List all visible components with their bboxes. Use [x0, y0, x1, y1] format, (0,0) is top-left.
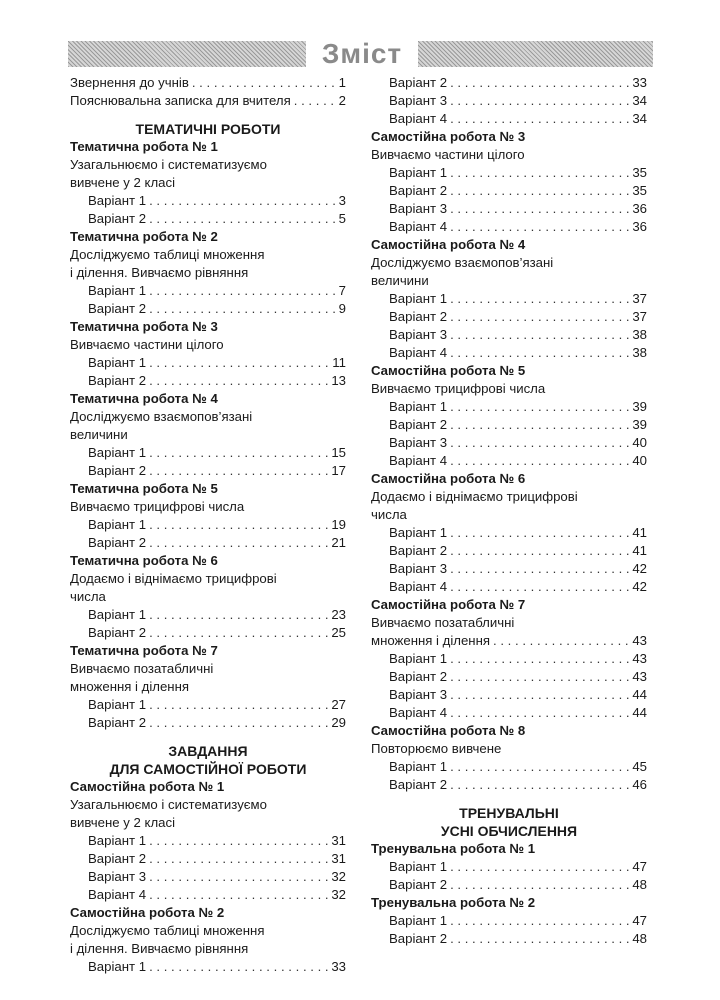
toc-variant-row[interactable] — [371, 218, 647, 236]
toc-entry-label: Варіант 3 — [389, 201, 448, 216]
toc-page-number: 25 — [331, 625, 346, 640]
work-subtitle: Досліджуємо взаємопов’язані — [70, 409, 253, 424]
dot-leader — [447, 344, 629, 362]
toc-page-number: 19 — [331, 517, 346, 532]
work-subtitle: числа — [70, 589, 106, 604]
dot-leader — [447, 858, 629, 876]
toc-variant-row[interactable] — [371, 686, 647, 704]
dot-leader — [146, 210, 336, 228]
work-heading[interactable]: Тематична робота № 6 — [70, 553, 218, 568]
toc-entry-label: Варіант 1 — [389, 291, 448, 306]
dot-leader — [146, 958, 328, 976]
toc-page-number: 46 — [632, 777, 647, 792]
toc-page-number: 27 — [331, 697, 346, 712]
work-heading[interactable]: Тематична робота № 1 — [70, 139, 218, 154]
work-heading[interactable]: Самостійна робота № 3 — [371, 129, 526, 144]
toc-page-number: 47 — [632, 859, 647, 874]
toc-variant-row[interactable] — [371, 776, 647, 794]
dot-leader — [447, 182, 629, 200]
work-heading[interactable]: Тренувальна робота № 1 — [371, 841, 536, 856]
dot-leader — [447, 218, 629, 236]
work-heading[interactable]: Тренувальна робота № 2 — [371, 895, 536, 910]
toc-page-number: 37 — [632, 291, 647, 306]
dot-leader — [447, 110, 629, 128]
toc-variant-row[interactable] — [70, 624, 346, 642]
toc-entry-label: Варіант 1 — [389, 913, 448, 928]
dot-leader — [447, 578, 629, 596]
work-subtitle: і ділення. Вивчаємо рівняння — [70, 941, 249, 956]
work-subtitle: Вивчаємо позатабличні — [70, 661, 214, 676]
toc-page-number: 37 — [632, 309, 647, 324]
toc-entry-label: Варіант 4 — [389, 705, 448, 720]
toc-variant-row[interactable] — [371, 912, 647, 930]
toc-variant-row[interactable] — [371, 182, 647, 200]
toc-variant-row[interactable] — [70, 462, 346, 480]
work-heading[interactable]: Самостійна робота № 2 — [70, 905, 225, 920]
header-hatch-right — [418, 41, 653, 67]
toc-variant-row[interactable] — [371, 110, 647, 128]
work-heading[interactable]: Тематична робота № 4 — [70, 391, 218, 406]
toc-page-number: 32 — [331, 869, 346, 884]
work-heading[interactable]: Тематична робота № 3 — [70, 319, 218, 334]
work-subtitle: величини — [70, 427, 128, 442]
toc-entry-label: Варіант 2 — [389, 543, 448, 558]
toc-variant-row[interactable] — [70, 300, 346, 318]
dot-leader — [146, 372, 328, 390]
toc-entry-label: Варіант 2 — [389, 183, 448, 198]
dot-leader — [146, 624, 328, 642]
toc-page-number: 48 — [632, 877, 647, 892]
toc-entry-label: Варіант 1 — [389, 859, 448, 874]
toc-page-number: 29 — [331, 715, 346, 730]
work-subtitle: Вивчаємо частини цілого — [70, 337, 224, 352]
work-subtitle: Досліджуємо таблиці множення — [70, 247, 265, 262]
spacer — [70, 110, 346, 120]
dot-leader — [447, 416, 629, 434]
toc-entry-label: Варіант 3 — [389, 435, 448, 450]
toc-entry-label: Варіант 4 — [389, 345, 448, 360]
toc-entry-label: Варіант 3 — [88, 869, 147, 884]
dot-leader — [447, 74, 629, 92]
toc-variant-row[interactable] — [70, 606, 346, 624]
toc-entry-label: Варіант 3 — [389, 561, 448, 576]
toc-variant-row[interactable] — [70, 444, 346, 462]
toc-variant-row[interactable] — [371, 758, 647, 776]
work-subtitle: Додаємо і віднімаємо трицифрові — [371, 489, 578, 504]
dot-leader — [146, 850, 328, 868]
toc-variant-row[interactable] — [70, 850, 346, 868]
work-heading[interactable]: Тематична робота № 7 — [70, 643, 218, 658]
toc-entry-label: Варіант 2 — [389, 777, 448, 792]
dot-leader — [447, 668, 629, 686]
toc-variant-row[interactable] — [371, 560, 647, 578]
toc-page-number: 33 — [632, 75, 647, 90]
toc-variant-row[interactable] — [371, 434, 647, 452]
dot-leader — [447, 308, 629, 326]
dot-leader — [447, 164, 629, 182]
toc-page-number: 5 — [338, 211, 346, 226]
dot-leader — [146, 696, 328, 714]
toc-entry-label: Варіант 2 — [88, 373, 147, 388]
toc-entry-label: Варіант 3 — [389, 327, 448, 342]
dot-leader — [490, 632, 629, 650]
toc-page-number: 35 — [632, 165, 647, 180]
dot-leader — [146, 714, 328, 732]
toc-entry-label: Варіант 1 — [389, 165, 448, 180]
toc-variant-row[interactable] — [70, 210, 346, 228]
toc-variant-row[interactable] — [70, 372, 346, 390]
toc-page-number: 39 — [632, 417, 647, 432]
toc-variant-row[interactable] — [371, 290, 647, 308]
dot-leader — [447, 524, 629, 542]
dot-leader — [146, 516, 328, 534]
toc-variant-row[interactable] — [371, 344, 647, 362]
dot-leader — [291, 92, 336, 110]
toc-entry-label: Варіант 2 — [389, 931, 448, 946]
toc-page-number: 38 — [632, 345, 647, 360]
dot-leader — [447, 912, 629, 930]
toc-entry-label: Варіант 2 — [88, 851, 147, 866]
work-heading[interactable]: Самостійна робота № 8 — [371, 723, 526, 738]
toc-entry-label: Варіант 1 — [88, 283, 147, 298]
section-heading: УСНІ ОБЧИСЛЕННЯ — [440, 823, 578, 839]
dot-leader — [447, 686, 629, 704]
toc-variant-row[interactable] — [371, 668, 647, 686]
dot-leader — [447, 200, 629, 218]
work-heading[interactable]: Тематична робота № 2 — [70, 229, 218, 244]
toc-entry-label: Пояснювальна записка для вчителя — [70, 93, 291, 108]
toc-page-number: 2 — [338, 93, 346, 108]
work-subtitle: Додаємо і віднімаємо трицифрові — [70, 571, 277, 586]
toc-entry-label: Варіант 2 — [389, 417, 448, 432]
page-title: Зміст — [321, 38, 403, 69]
dot-leader — [447, 452, 629, 470]
dot-leader — [146, 444, 328, 462]
toc-page-number: 21 — [331, 535, 346, 550]
toc-variant-row[interactable] — [70, 958, 346, 976]
toc-variant-row[interactable] — [371, 704, 647, 722]
toc-variant-row[interactable] — [70, 868, 346, 886]
toc-page-number: 36 — [632, 201, 647, 216]
work-subtitle: вивчене у 2 класі — [70, 175, 175, 190]
toc-page-number: 41 — [632, 543, 647, 558]
toc-page-number: 40 — [632, 435, 647, 450]
toc-entry-label: Варіант 2 — [88, 463, 147, 478]
toc-entry-label: Варіант 3 — [389, 93, 448, 108]
section-heading: ТРЕНУВАЛЬНІ — [459, 805, 559, 821]
toc-entry-label: Варіант 1 — [88, 193, 147, 208]
toc-page-number: 1 — [338, 75, 346, 90]
work-heading[interactable]: Самостійна робота № 1 — [70, 779, 225, 794]
dot-leader — [447, 542, 629, 560]
toc-page-number: 9 — [338, 301, 346, 316]
work-subtitle: Вивчаємо частини цілого — [371, 147, 525, 162]
toc-entry-label: Варіант 1 — [389, 525, 448, 540]
toc-variant-row[interactable] — [371, 650, 647, 668]
toc-entry-label: Варіант 4 — [389, 219, 448, 234]
toc-variant-row[interactable] — [70, 192, 346, 210]
toc-entry-label: Варіант 4 — [88, 887, 147, 902]
toc-page-number: 40 — [632, 453, 647, 468]
dot-leader — [447, 876, 629, 894]
work-heading[interactable]: Самостійна робота № 4 — [371, 237, 526, 252]
dot-leader — [146, 192, 336, 210]
toc-entry-label: Варіант 1 — [88, 355, 147, 370]
toc-entry-label: Варіант 1 — [389, 399, 448, 414]
toc-page-number: 47 — [632, 913, 647, 928]
work-subtitle: Повторюємо вивчене — [371, 741, 502, 756]
toc-entry-label: Варіант 2 — [88, 211, 147, 226]
dot-leader — [447, 434, 629, 452]
toc-page-number: 43 — [632, 669, 647, 684]
work-heading[interactable]: Самостійна робота № 7 — [371, 597, 526, 612]
toc-entry-row[interactable] — [70, 92, 346, 110]
toc-page-number: 23 — [331, 607, 346, 622]
toc-page-number: 3 — [338, 193, 346, 208]
dot-leader — [447, 398, 629, 416]
dot-leader — [146, 354, 329, 372]
toc-variant-row[interactable] — [371, 200, 647, 218]
dot-leader — [447, 776, 629, 794]
dot-leader — [146, 868, 328, 886]
toc-entry-label: Варіант 2 — [88, 535, 147, 550]
toc-page-number: 44 — [632, 705, 647, 720]
work-subtitle: Досліджуємо таблиці множення — [70, 923, 265, 938]
dot-leader — [146, 534, 328, 552]
toc-variant-row[interactable] — [371, 308, 647, 326]
work-subtitle: вивчене у 2 класі — [70, 815, 175, 830]
toc-entry-label: Варіант 2 — [389, 877, 448, 892]
toc-page-number: 15 — [331, 445, 346, 460]
work-subtitle: Узагальнюємо і систематизуємо — [70, 157, 267, 172]
toc-page-number: 34 — [632, 93, 647, 108]
toc-page-number: 33 — [331, 959, 346, 974]
toc-entry-label: Варіант 1 — [88, 445, 147, 460]
toc-variant-row[interactable] — [371, 92, 647, 110]
toc-left-column — [70, 74, 346, 976]
toc-variant-row[interactable] — [371, 164, 647, 182]
toc-entry-row[interactable] — [371, 632, 647, 650]
toc-page-number: 7 — [338, 283, 346, 298]
toc-entry-label: Варіант 2 — [88, 301, 147, 316]
toc-entry-label: Варіант 1 — [88, 697, 147, 712]
toc-entry-label: Варіант 4 — [389, 579, 448, 594]
dot-leader — [447, 930, 629, 948]
work-subtitle: числа — [371, 507, 407, 522]
toc-entry-label: Варіант 3 — [389, 687, 448, 702]
toc-entry-label: Варіант 2 — [389, 669, 448, 684]
toc-variant-row[interactable] — [371, 452, 647, 470]
toc-variant-row[interactable] — [371, 326, 647, 344]
dot-leader — [146, 886, 328, 904]
work-subtitle: Вивчаємо трицифрові числа — [371, 381, 546, 396]
toc-variant-row[interactable] — [70, 714, 346, 732]
dot-leader — [146, 300, 336, 318]
toc-variant-row[interactable] — [371, 416, 647, 434]
toc-variant-row[interactable] — [70, 516, 346, 534]
dot-leader — [447, 92, 629, 110]
work-heading[interactable]: Самостійна робота № 6 — [371, 471, 526, 486]
dot-leader — [447, 560, 629, 578]
spacer — [70, 732, 346, 742]
toc-variant-row[interactable] — [70, 696, 346, 714]
toc-variant-row[interactable] — [70, 886, 346, 904]
toc-entry-label: Варіант 4 — [389, 453, 448, 468]
toc-page-number: 39 — [632, 399, 647, 414]
work-subtitle: величини — [371, 273, 429, 288]
toc-entry-label: Варіант 4 — [389, 111, 448, 126]
toc-page-number: 17 — [331, 463, 346, 478]
toc-page-number: 13 — [331, 373, 346, 388]
toc-entry-label: множення і ділення — [371, 633, 491, 648]
toc-entry-label: Варіант 1 — [88, 833, 147, 848]
header-hatch-left — [68, 41, 306, 67]
toc-variant-row[interactable] — [371, 876, 647, 894]
page-header — [0, 36, 720, 72]
toc-entry-label: Варіант 1 — [88, 517, 147, 532]
toc-entry-label: Варіант 2 — [389, 75, 448, 90]
toc-entry-row[interactable] — [70, 74, 346, 92]
dot-leader — [146, 832, 328, 850]
toc-variant-row[interactable] — [70, 832, 346, 850]
work-subtitle: Вивчаємо трицифрові числа — [70, 499, 245, 514]
work-subtitle: і ділення. Вивчаємо рівняння — [70, 265, 249, 280]
toc-variant-row[interactable] — [70, 282, 346, 300]
work-subtitle: Узагальнюємо і систематизуємо — [70, 797, 267, 812]
toc-page-number: 43 — [632, 651, 647, 666]
toc-variant-row[interactable] — [371, 74, 647, 92]
section-heading: ТЕМАТИЧНІ РОБОТИ — [135, 121, 281, 137]
dot-leader — [447, 758, 629, 776]
dot-leader — [146, 462, 328, 480]
toc-page-number: 38 — [632, 327, 647, 342]
toc-page-number: 36 — [632, 219, 647, 234]
section-heading: ДЛЯ САМОСТІЙНОЇ РОБОТИ — [109, 761, 307, 777]
toc-right-column — [371, 74, 647, 948]
toc-page-number: 41 — [632, 525, 647, 540]
spacer — [371, 794, 647, 804]
toc-entry-label: Варіант 1 — [389, 651, 448, 666]
dot-leader — [447, 650, 629, 668]
work-subtitle: Досліджуємо взаємопов’язані — [371, 255, 554, 270]
toc-entry-label: Звернення до учнів — [70, 75, 189, 90]
toc-page-number: 35 — [632, 183, 647, 198]
section-heading: ЗАВДАННЯ — [168, 743, 248, 759]
toc-variant-row[interactable] — [371, 930, 647, 948]
toc-entry-label: Варіант 1 — [88, 959, 147, 974]
dot-leader — [447, 290, 629, 308]
toc-entry-label: Варіант 1 — [88, 607, 147, 622]
toc-page-number: 34 — [632, 111, 647, 126]
dot-leader — [146, 282, 336, 300]
toc-page-number: 43 — [632, 633, 647, 648]
dot-leader — [447, 326, 629, 344]
toc-variant-row[interactable] — [371, 858, 647, 876]
toc-entry-label: Варіант 2 — [88, 715, 147, 730]
dot-leader — [189, 74, 336, 92]
toc-page-number: 11 — [332, 355, 346, 370]
toc-page-number: 31 — [331, 833, 346, 848]
toc-variant-row[interactable] — [371, 542, 647, 560]
toc-variant-row[interactable] — [70, 354, 346, 372]
toc-page-number: 48 — [632, 931, 647, 946]
toc-entry-label: Варіант 2 — [389, 309, 448, 324]
dot-leader — [146, 606, 328, 624]
toc-page-number: 32 — [331, 887, 346, 902]
toc-page-number: 42 — [632, 579, 647, 594]
work-heading[interactable]: Самостійна робота № 5 — [371, 363, 526, 378]
toc-page-number: 44 — [632, 687, 647, 702]
dot-leader — [447, 704, 629, 722]
toc-entry-label: Варіант 1 — [389, 759, 448, 774]
toc-variant-row[interactable] — [371, 578, 647, 596]
toc-variant-row[interactable] — [70, 534, 346, 552]
toc-entry-label: Варіант 2 — [88, 625, 147, 640]
toc-page-number: 42 — [632, 561, 647, 576]
work-subtitle: множення і ділення — [70, 679, 190, 694]
toc-page-number: 45 — [632, 759, 647, 774]
work-heading[interactable]: Тематична робота № 5 — [70, 481, 218, 496]
toc-variant-row[interactable] — [371, 398, 647, 416]
toc-page-number: 31 — [331, 851, 346, 866]
toc-variant-row[interactable] — [371, 524, 647, 542]
work-subtitle: Вивчаємо позатабличні — [371, 615, 515, 630]
